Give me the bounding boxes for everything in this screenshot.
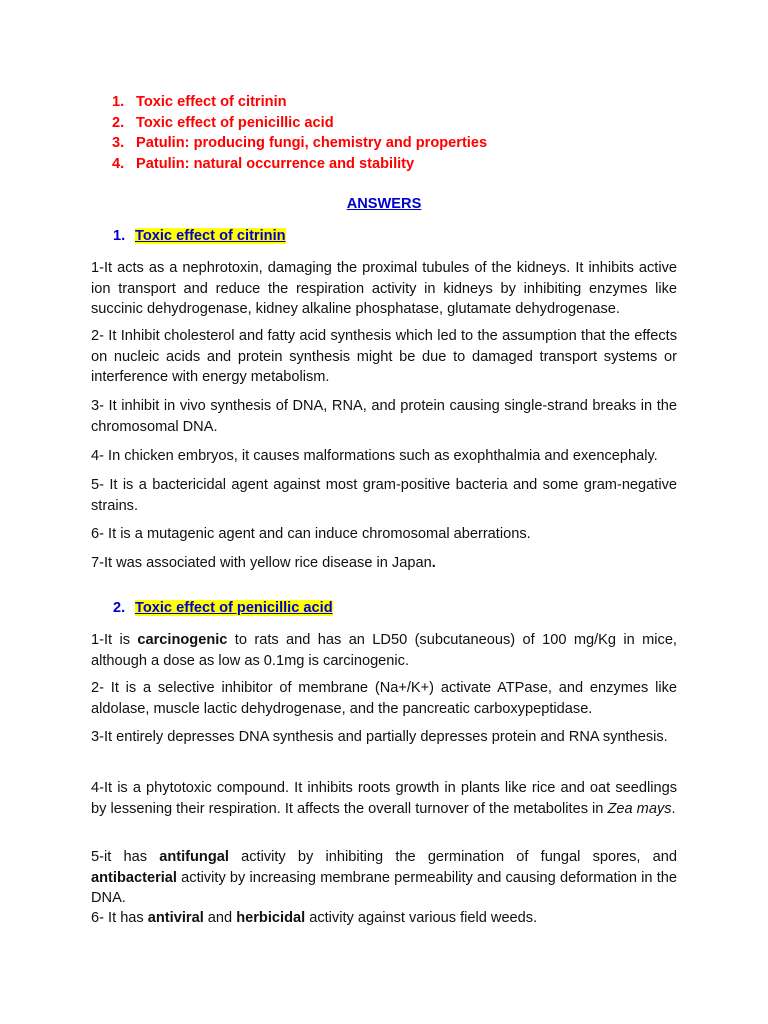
paragraph: 7-It was associated with yellow rice disease in Japan.	[91, 555, 436, 571]
paragraph: 2- It is a selective inhibitor of membrane (Na+/K+) activate ATPase, and enzymes like aldolase, muscle lactic dehydrogenase, and the pancreatic carboxypeptidase.	[91, 680, 677, 717]
question-item: 2. Toxic effect of penicillic acid	[112, 114, 334, 131]
answers-heading: ANSWERS	[346, 196, 422, 212]
question-text: Toxic effect of citrinin	[136, 94, 287, 110]
question-text: Patulin: natural occurrence and stability	[136, 155, 415, 172]
paragraph: 4- In chicken embryos, it causes malformations such as exophthalmia and exencephaly.	[91, 448, 658, 464]
paragraph: 6- It has antiviral and herbicidal activity against various field weeds.	[91, 910, 538, 926]
paragraph: 4-It is a phytotoxic compound. It inhibits roots growth in plants like rice and oat seedlings by lessening their respiration. It affects the overall turnover of the metabolites in Zea mays.	[91, 780, 677, 817]
question-text: Toxic effect of penicillic acid	[136, 114, 334, 131]
section-heading-penicillic-acid: 2. Toxic effect of penicillic acid	[113, 600, 333, 616]
paragraph: 6- It is a mutagenic agent and can induce chromosomal aberrations.	[91, 526, 531, 542]
section-heading-citrinin: 1. Toxic effect of citrinin	[113, 228, 286, 244]
question-item: 3. Patulin: producing fungi, chemistry and properties	[112, 135, 488, 151]
question-item: 4. Patulin: natural occurrence and stability	[112, 155, 415, 172]
paragraph: 2- It Inhibit cholesterol and fatty acid synthesis which led to the assumption that the effects on nucleic acids and protein synthesis might be due to damaged transport systems or interference with energy metabolism.	[91, 328, 677, 386]
question-item: 1. Toxic effect of citrinin	[112, 94, 287, 110]
paragraph: 5-it has antifungal activity by inhibiting the germination of fungal spores, and antibacterial activity by increasing membrane permeability and causing deformation in the DNA.	[91, 849, 677, 907]
paragraph: 5- It is a bactericidal agent against most gram-positive bacteria and some gram-negative strains.	[91, 477, 677, 514]
paragraph: 1-It acts as a nephrotoxin, damaging the proximal tubules of the kidneys. It inhibits active ion transport and reduce the respiration activity in kidneys by inhibiting enzymes like succinic dehydrogenase, kidney alkaline phosphatase, glutamate dehydrogenase.	[91, 260, 677, 318]
paragraph: 3- It inhibit in vivo synthesis of DNA, RNA, and protein causing single-strand breaks in the chromosomal DNA.	[91, 398, 677, 435]
question-list	[112, 92, 487, 174]
paragraph: 3-It entirely depresses DNA synthesis and partially depresses protein and RNA synthesis.	[91, 729, 668, 745]
paragraph: 1-It is carcinogenic to rats and has an LD50 (subcutaneous) of 100 mg/Kg in mice, although a dose as low as 0.1mg is carcinogenic.	[91, 632, 677, 669]
question-text: Patulin: producing fungi, chemistry and properties	[136, 135, 488, 151]
